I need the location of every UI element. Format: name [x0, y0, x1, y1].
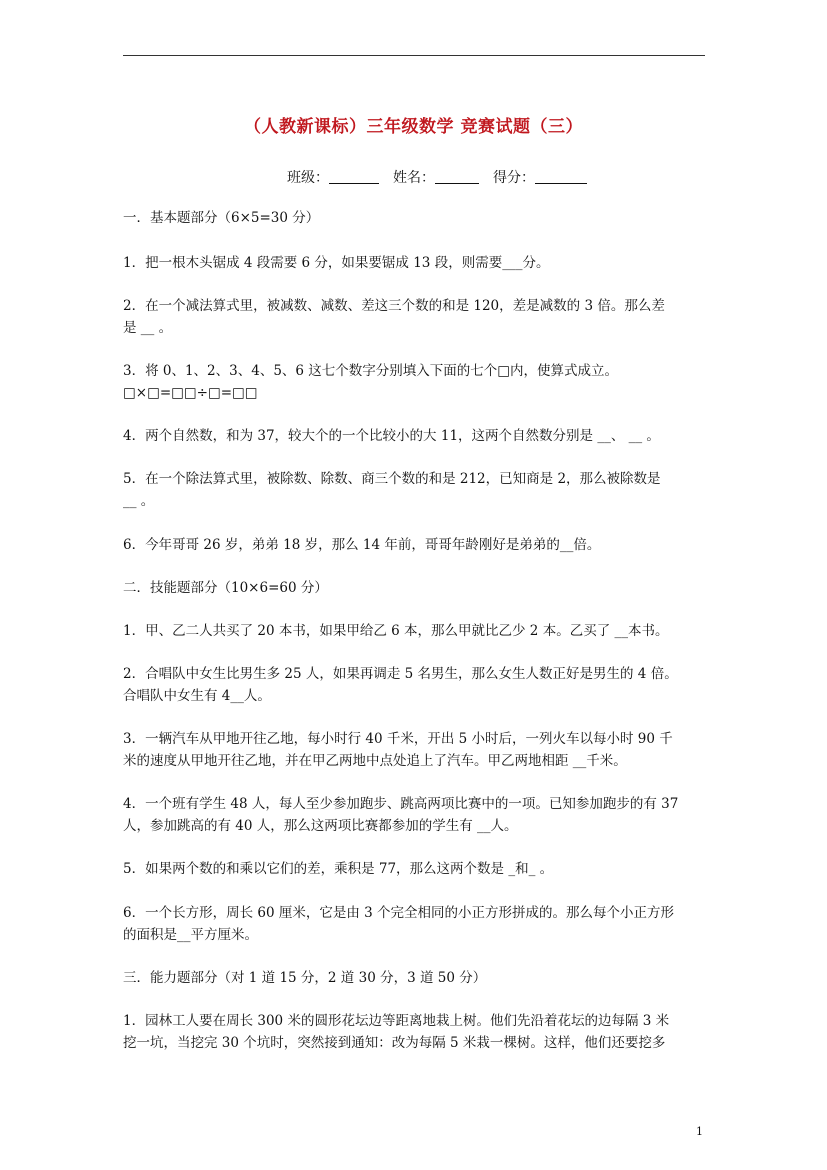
name-blank[interactable] — [435, 169, 479, 184]
question-line: 合唱队中女生有 4__人。 — [123, 688, 271, 704]
student-info-row — [287, 167, 587, 187]
question-line: 人，参加跳高的有 40 人，那么这两项比赛都参加的学生有 __人。 — [123, 818, 518, 834]
score-blank[interactable] — [535, 169, 587, 184]
question-line: 1．园林工人要在周长 300 米的圆形花坛边等距离地栽上树。他们先沿着花坛的边每隔 3 米 — [123, 1013, 670, 1029]
page-number: 1 — [696, 1125, 703, 1138]
question-line: 1．把一根木头锯成 4 段需要 6 分，如果要锯成 13 段，则需要___分。 — [123, 255, 550, 271]
question-line: 4．一个班有学生 48 人，每人至少参加跑步、跳高两项比赛中的一项。已知参加跑步的有 37 — [123, 796, 679, 812]
section-heading-basic: 一．基本题部分（6×5=30 分） — [123, 210, 320, 226]
section-heading-ability: 三．能力题部分（对 1 道 15 分，2 道 30 分，3 道 50 分） — [123, 970, 487, 986]
question-line: 5．如果两个数的和乘以它们的差，乘积是 77，那么这两个数是 _和_ 。 — [123, 861, 554, 877]
class-blank[interactable] — [329, 169, 379, 184]
question-line: 是 __ 。 — [123, 320, 173, 336]
question-line: 6．今年哥哥 26 岁，弟弟 18 岁，那么 14 年前，哥哥年龄刚好是弟弟的__倍。 — [123, 537, 601, 553]
equation-line: □×□=□□÷□=□□ — [123, 385, 258, 401]
question-line: 挖一坑，当挖完 30 个坑时，突然接到通知：改为每隔 5 米栽一棵树。这样，他们还要挖多 — [123, 1035, 666, 1051]
question-line: 6．一个长方形，周长 60 厘米，它是由 3 个完全相同的小正方形拼成的。那么每个小正方形 — [123, 905, 675, 921]
question-line: 1．甲、乙二人共买了 20 本书，如果甲给乙 6 本，那么甲就比乙少 2 本。乙买了 __本书。 — [123, 623, 669, 639]
question-line: 2．合唱队中女生比男生多 25 人，如果再调走 5 名男生，那么女生人数正好是男生的 4 倍。 — [123, 666, 678, 682]
score-label: 得分： — [493, 170, 535, 186]
section-heading-skills: 二．技能题部分（10×6=60 分） — [123, 580, 328, 596]
header-rule — [123, 55, 705, 56]
question-line: 2．在一个减法算式里，被减数、减数、差这三个数的和是 120，差是减数的 3 倍。那么差 — [123, 298, 665, 314]
question-line: 5．在一个除法算式里，被除数、除数、商三个数的和是 212，已知商是 2，那么被除数是 — [123, 471, 661, 487]
page-title: （人教新课标）三年级数学 竞赛试题（三） — [244, 117, 583, 137]
question-line: 3．一辆汽车从甲地开往乙地，每小时行 40 千米，开出 5 小时后，一列火车以每小时 90 千 — [123, 731, 673, 747]
question-line: 3．将 0、1、2、3、4、5、6 这七个数字分别填入下面的七个□内，使算式成立。 — [123, 363, 619, 379]
name-label: 姓名： — [393, 170, 435, 186]
class-label: 班级： — [287, 170, 329, 186]
question-line: 4．两个自然数，和为 37，较大个的一个比较小的大 11，这两个自然数分别是 __、 __ 。 — [123, 428, 660, 444]
question-line: 米的速度从甲地开往乙地，并在甲乙两地中点处追上了汽车。甲乙两地相距 __千米。 — [123, 753, 627, 769]
question-line: 的面积是__平方厘米。 — [123, 927, 258, 943]
question-line: __ 。 — [123, 493, 155, 509]
